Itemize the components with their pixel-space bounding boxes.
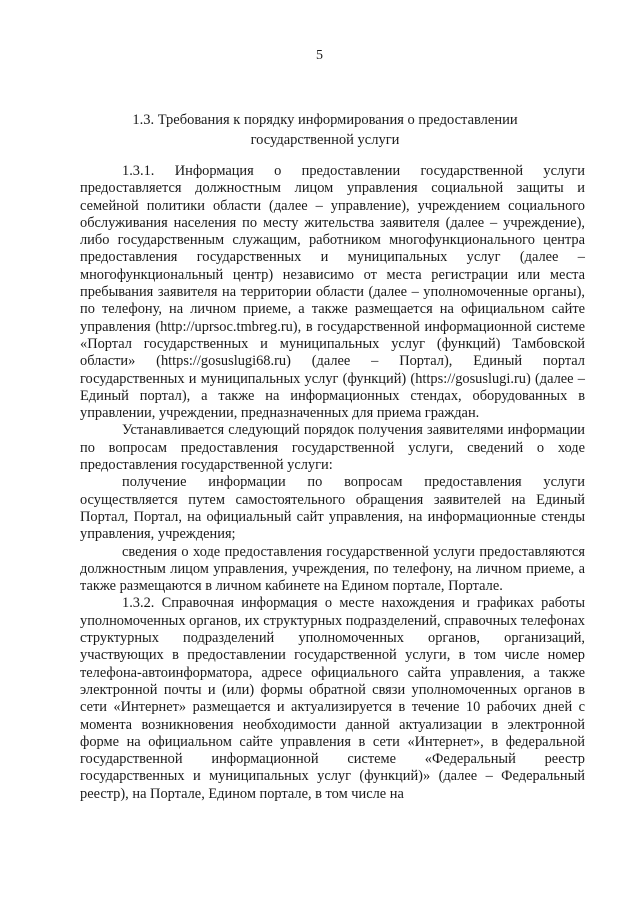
paragraph-info-receipt: получение информации по вопросам предоставления услуги осуществляется путем самостоятельного обращения заявителей на Единый Портал, Портал, на официальный сайт управления, на информационные стенды управления, учреждения; bbox=[80, 474, 585, 543]
paragraph-1-3-2: 1.3.2. Справочная информация о месте нахождения и графиках работы уполномоченных органов, их структурных подразделений, справочных телефонах структурных подразделений уполномоченных органов, организаций, участвующих в предоставлении государственной услуги, в том числе номер телефона-автоинформатора, адресе официального сайта управления, а также электронной почты и (или) формы обратной связи уполномоченных органов в сети «Интернет» размещается и актуализируется в течение 10 рабочих дней с момента возникновения необходимости данной актуализации в электронной форме на официальном сайте управления в сети «Интернет», в федеральной государственной информационной системе «Федеральный реестр государственных и муниципальных услуг (функций)» (далее – Федеральный реестр), на Портале, Едином портале, в том числе на bbox=[80, 595, 585, 802]
paragraph-info-order: Устанавливается следующий порядок получения заявителями информации по вопросам предоставления государственной услуги, сведений о ходе предоставления государственной услуги: bbox=[80, 422, 585, 474]
section-title: 1.3. Требования к порядку информирования о предоставлении государственной услуги bbox=[132, 112, 518, 148]
paragraph-1-3-1: 1.3.1. Информация о предоставлении государственной услуги предоставляется должностным лицом управления социальной защиты и семейной политики области (далее – управление), учреждением социального обслуживания населения по месту жительства заявителя (далее – учреждение), либо государственным служащим, работником многофункционального центра предоставления государственных и муниципальных услуг (далее – многофункциональный центр) независимо от места регистрации или места пребывания заявителя на территории области (далее – уполномоченные органы), по телефону, на личном приеме, а также размещается на официальном сайте управления (http://uprsoc.tmbreg.ru), в государственной информационной системе «Портал государственных и муниципальных услуг (функций) Тамбовской области» (https://gosuslugi68.ru) (далее – Портал), Единый портал государственных и муниципальных услуг (функций) (https://gosuslugi.ru) (далее – Единый портал), а также на информационных стендах, оборудованных в управлении, учреждении, предназначенных для приема граждан. bbox=[80, 163, 585, 422]
page-number: 5 bbox=[316, 48, 323, 63]
paragraph-progress-info: сведения о ходе предоставления государственной услуги предоставляются должностным лицом управления, учреждения, по телефону, на личном приеме, а также размещаются в личном кабинете на Едином портале, Портале. bbox=[80, 543, 585, 595]
body-text bbox=[80, 163, 585, 803]
